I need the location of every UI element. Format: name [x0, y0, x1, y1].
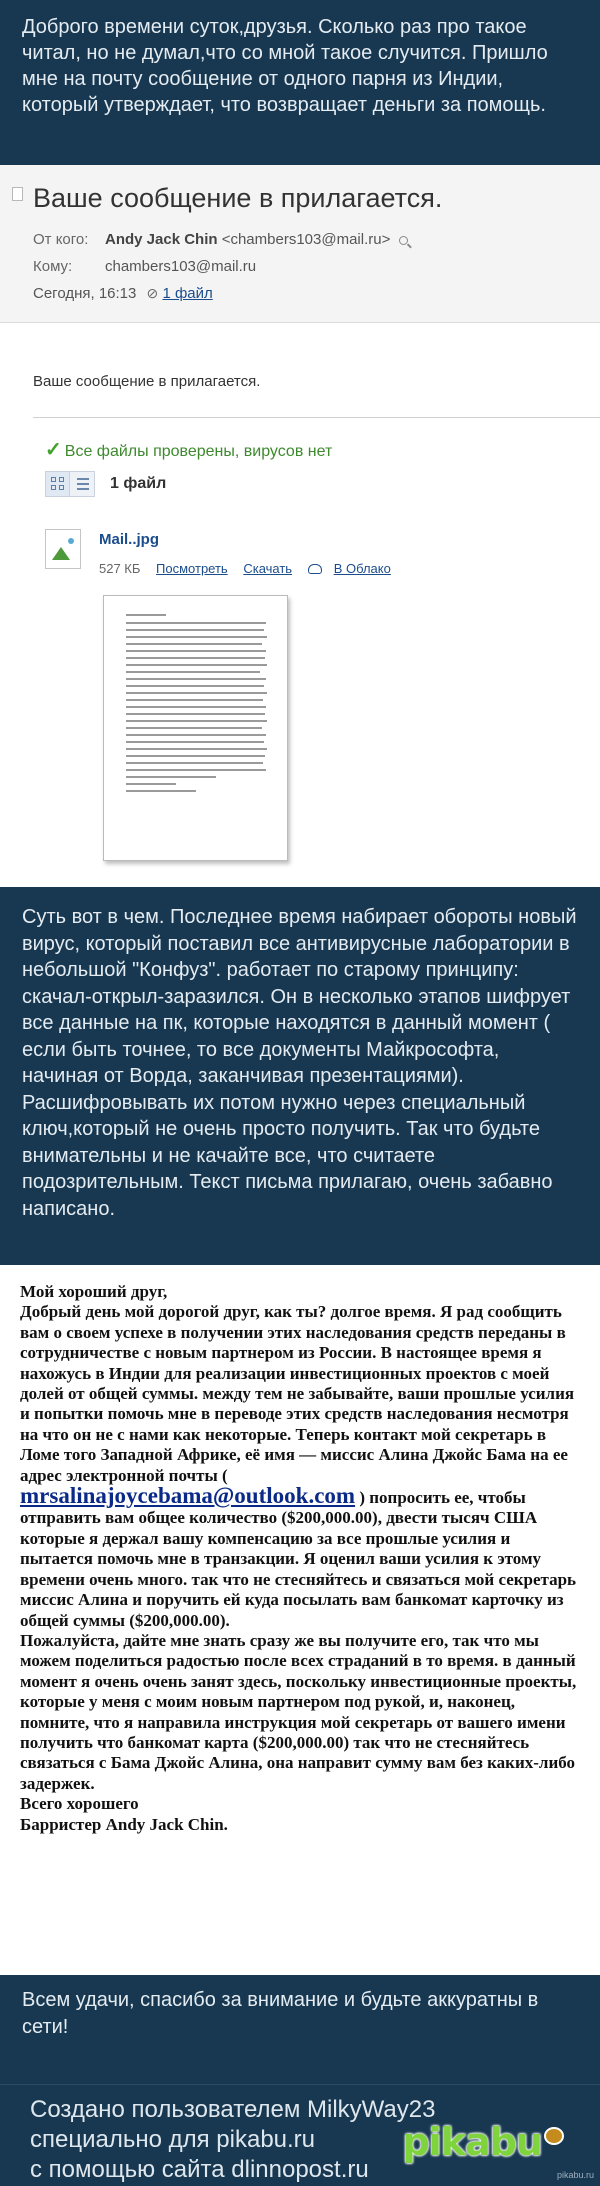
- letter-signature: Барристер Andy Jack Chin.: [20, 1814, 228, 1834]
- sender-email[interactable]: <chambers103@mail.ru>: [221, 231, 391, 248]
- cloud-save-link[interactable]: В Облако: [308, 561, 403, 576]
- recipient-email[interactable]: chambers103@mail.ru: [105, 258, 257, 275]
- virus-check-text: Все файлы проверены, вирусов нет: [64, 443, 333, 460]
- attachment-preview-thumbnail[interactable]: [103, 595, 288, 861]
- closing-text: Всем удачи, спасибо за внимание и будьте аккуратны в сети!: [22, 1989, 539, 2038]
- closing-text-block: [0, 1975, 600, 2085]
- pikabu-logo[interactable]: pikabu: [403, 2120, 564, 2164]
- story-text: Суть вот в чем. Последнее время набирает обороты новый вирус, который поставил все антивирусные лаборатории в небольшой "Конфуз". работает по старому принципу: скачал-открыл-заразился. Он в несколько этапов шифрует все данные на пк, которые находятся в данный момент ( если быть точнее, то все документы Майкрософта, начиная от Ворда, заканчивая презентациями). Расшифровывать их потом нужно через специальный ключ,который не очень просто получить. Так что будьте внимательны и не качайте все, что считаете подозрительным. Текст письма прилагаю, очень забавно написано.: [22, 906, 577, 1220]
- intro-text-block: [0, 0, 600, 165]
- email-from-row: [33, 231, 408, 248]
- story-text-block: [0, 887, 600, 1265]
- virus-check-status: [45, 437, 332, 462]
- search-icon[interactable]: [399, 236, 408, 245]
- check-icon: ✓: [45, 439, 62, 461]
- email-date: Сегодня, 16:13: [33, 285, 137, 302]
- attachment-link[interactable]: 1 файл: [162, 285, 213, 302]
- email-header: [0, 165, 600, 323]
- files-count: 1 файл: [110, 475, 167, 492]
- attachment-size: 527 КБ: [99, 561, 141, 576]
- image-file-icon[interactable]: [45, 529, 81, 569]
- letter-paragraph: Пожалуйста, дайте мне знать сразу же вы получите его, так что мы можем поделиться радостью после всех страданий в то время. в данный момент я очень очень занят здесь, поскольку инвестиционные проекты, которые у меня с моим новым партнером под рукой, и, наконец, помните, что я направила инструкция мой секретарь от вашего имени получить что банкомат карта ($200,000.00) так что не стесняйтесь связаться с Бама Джойс Алина, она направит сумму вам без каких-либо задержек.: [20, 1630, 577, 1793]
- cloud-icon: [308, 564, 322, 574]
- intro-text: Доброго времени суток,друзья. Сколько раз про такое читал, но не думал,что со мной такое случится. Пришло мне на почту сообщение от одного парня из Индии, который утверждает, что возвращает деньги за помощь.: [22, 16, 548, 116]
- email-screenshot: [0, 165, 600, 887]
- credits-line: с помощью сайта dlinnopost.ru: [30, 2156, 369, 2183]
- scam-letter: [0, 1265, 600, 1975]
- email-date-row: [33, 285, 213, 302]
- email-to-row: [33, 258, 256, 275]
- to-label: Кому:: [33, 258, 73, 275]
- credits-line: Создано пользователем MilkyWay23: [30, 2096, 436, 2123]
- paperclip-icon: ⊘: [146, 285, 159, 301]
- download-link[interactable]: Скачать: [243, 561, 293, 576]
- flag-icon[interactable]: [12, 187, 23, 201]
- view-link[interactable]: Посмотреть: [156, 561, 228, 576]
- grid-view-icon[interactable]: [46, 472, 70, 496]
- divider: [33, 417, 600, 418]
- scam-email-link[interactable]: mrsalinajoycebama@outlook.com: [20, 1483, 356, 1509]
- sender-name[interactable]: Andy Jack Chin: [105, 231, 218, 248]
- pikabu-leaf-icon: [544, 2127, 564, 2145]
- watermark: pikabu.ru: [556, 2170, 594, 2180]
- letter-signoff: Всего хорошего: [20, 1794, 139, 1814]
- attachment-actions: [99, 561, 415, 576]
- email-subject: Ваше сообщение в прилагается.: [33, 183, 443, 213]
- from-label: От кого:: [33, 231, 89, 248]
- credits-line: специально для pikabu.ru: [30, 2126, 316, 2153]
- email-body-text: Ваше сообщение в прилагается.: [33, 373, 261, 390]
- letter-greeting: Мой хороший друг,: [20, 1282, 168, 1301]
- letter-paragraph: Добрый день мой дорогой друг, как ты? долгое время. Я рад сообщить вам о своем успехе в получении этих наследования средств переданы в сотрудничестве с новым партнером из России. В настоящее время я нахожусь в Индии для реализации инвестиционных проектов с моей долей от общей суммы. между тем не забывайте, ваши прошлые усилия и попытки помочь мне в переводе этих средств наследования несмотря на что он не с нами как некоторые. Теперь контакт мой секретарь в Ломе того Западной Африке, её имя — миссис Алина Джойс Бама на ее адрес электронной почты ( mrsalinajoycebama@outlook.com ) попросить ее, чтобы отправить вам общее количество ($200,000.00), двести тысяч США которые я держал вашу компенсацию за все прошлые усилия и пытается помочь мне в транзакции. Я оценил ваши усилия к этому времени очень много. так что не стесняйтесь и связаться мой секретарь миссис Алина и поручить ей куда посылать вам банкомат карточку из общей суммы ($200,000.00).: [20, 1302, 577, 1630]
- view-mode-toggle[interactable]: [45, 471, 95, 497]
- list-view-icon[interactable]: [71, 472, 95, 496]
- attachment-name[interactable]: Mail..jpg: [99, 531, 159, 548]
